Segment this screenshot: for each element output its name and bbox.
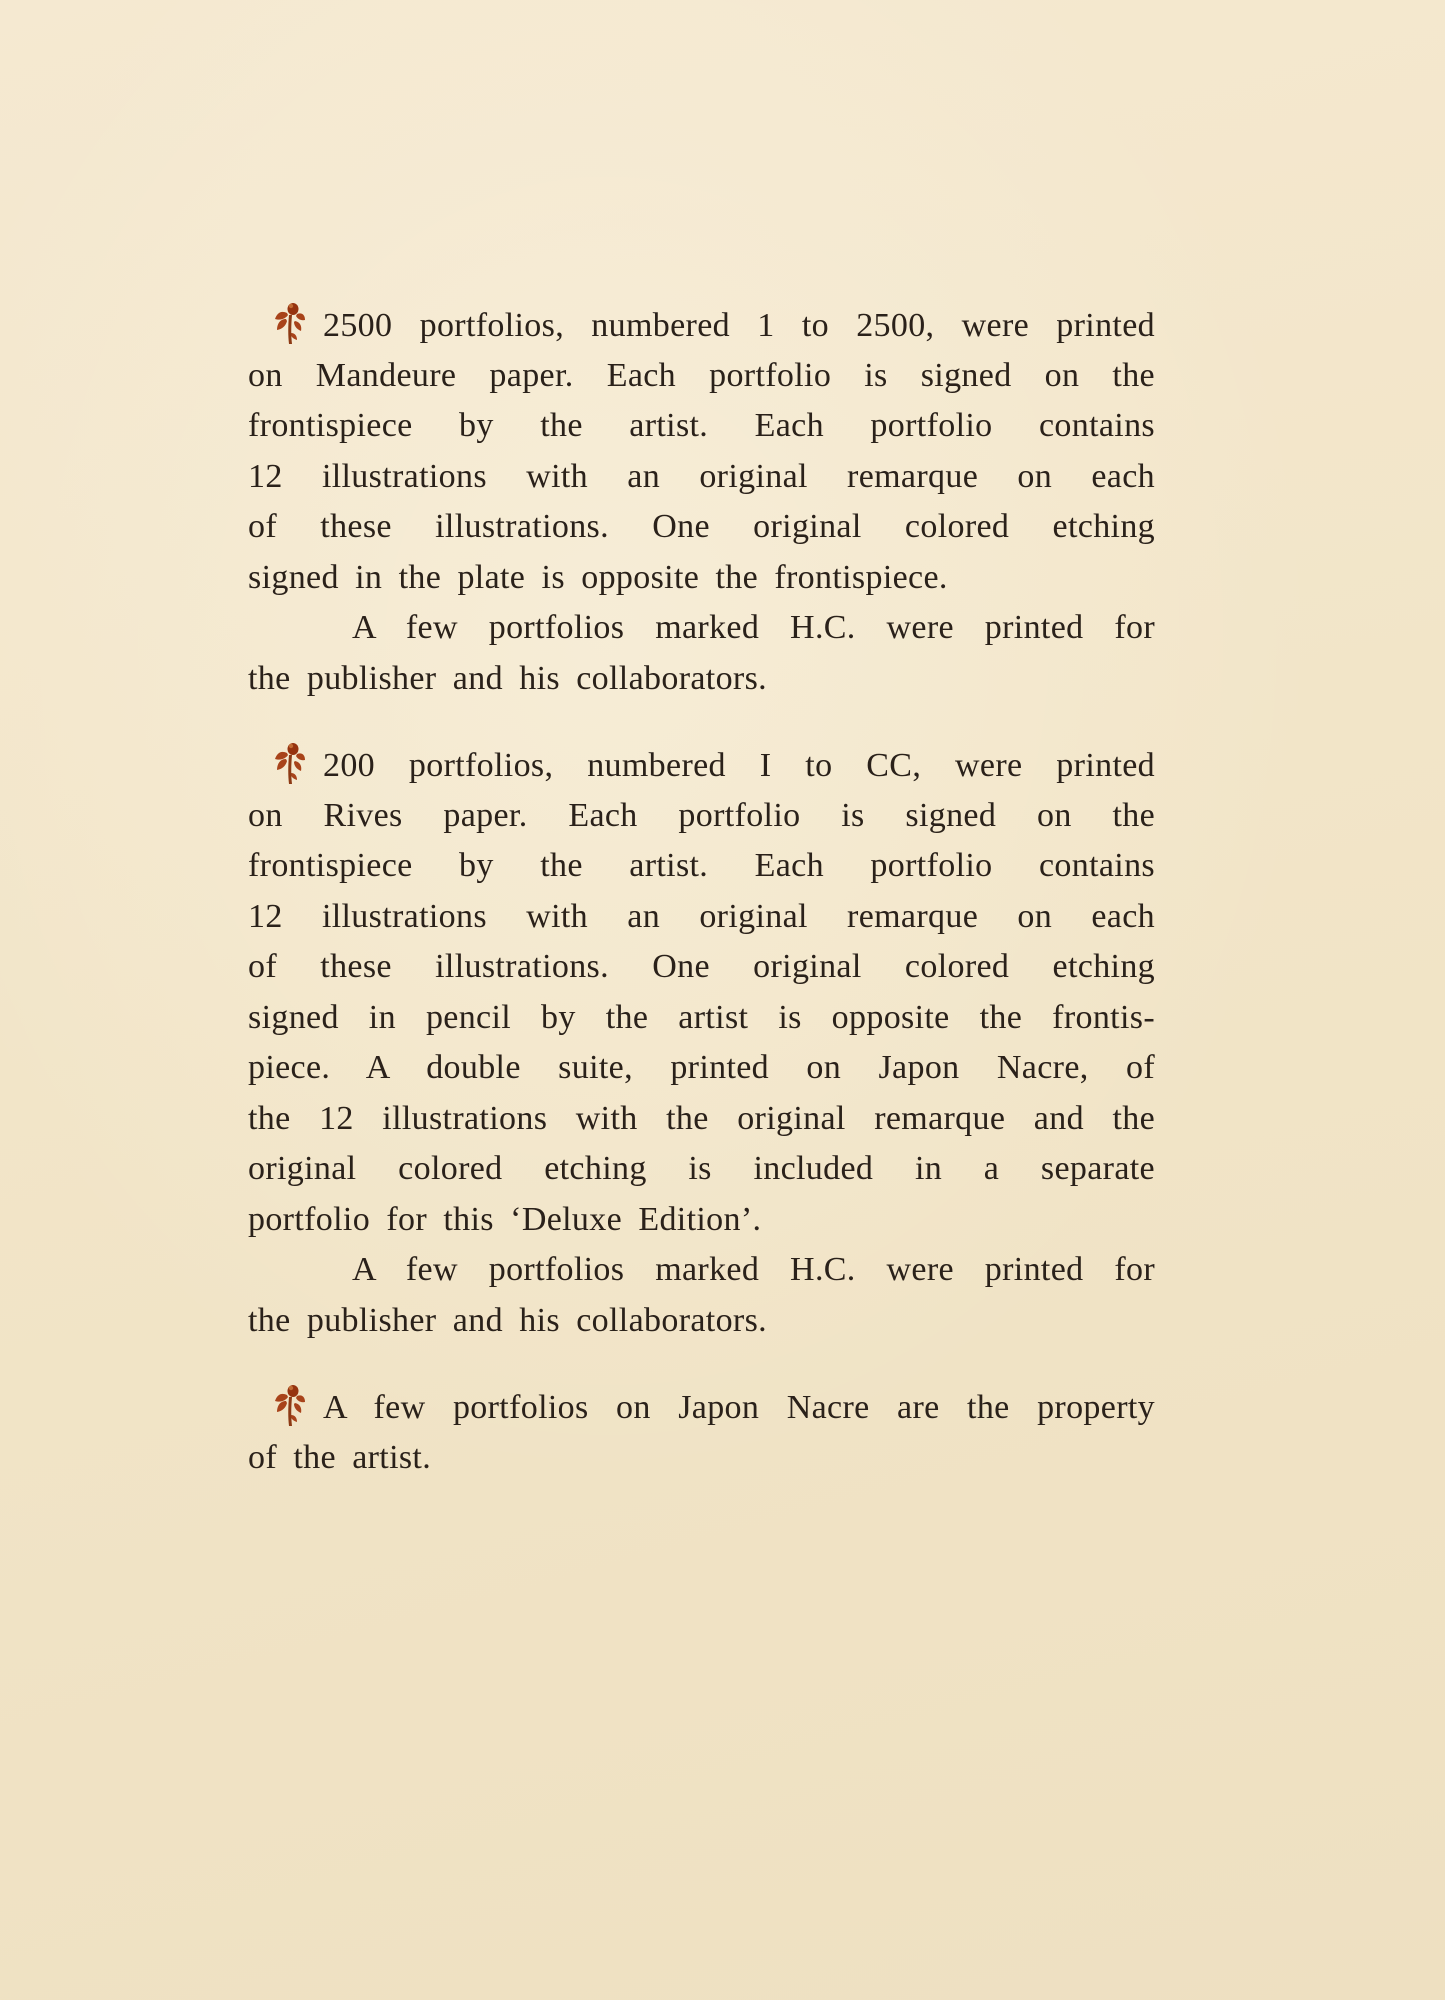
text-line-content: 2500 portfolios, numbered 1 to 2500, were printed bbox=[323, 307, 1155, 344]
paragraph-rives-deluxe-edition bbox=[248, 740, 1155, 1346]
paragraph-mandeure-edition bbox=[248, 300, 1155, 704]
text-line: original colored etching is included in a separate bbox=[248, 1150, 1155, 1187]
text-line: signed in pencil by the artist is opposite the frontis- bbox=[248, 998, 1155, 1036]
text-line: piece. A double suite, printed on Japon Nacre, of bbox=[248, 1049, 1155, 1086]
text-line-content: A few portfolios on Japon Nacre are the property bbox=[323, 1389, 1155, 1426]
text-line: A few portfolios marked H.C. were printed for bbox=[352, 609, 1155, 646]
text-line: the publisher and his collaborators. bbox=[248, 659, 767, 697]
text-line bbox=[248, 1382, 1155, 1433]
text-line: the 12 illustrations with the original remarque and the bbox=[248, 1099, 1155, 1137]
text-line: frontispiece by the artist. Each portfolio contains bbox=[248, 847, 1155, 884]
text-line: on Mandeure paper. Each portfolio is signed on the bbox=[248, 356, 1155, 394]
text-line-content: 200 portfolios, numbered I to CC, were printed bbox=[323, 747, 1155, 784]
text-line: of the artist. bbox=[248, 1438, 432, 1476]
fleuron-icon bbox=[273, 740, 306, 787]
text-line bbox=[248, 300, 1155, 351]
text-line: frontispiece by the artist. Each portfolio contains bbox=[248, 407, 1155, 444]
fleuron-icon bbox=[273, 300, 306, 347]
text-line: on Rives paper. Each portfolio is signed on the bbox=[248, 796, 1155, 834]
text-line: A few portfolios marked H.C. were printed for bbox=[352, 1251, 1155, 1288]
paragraph-artist-copies bbox=[248, 1382, 1155, 1483]
text-line: 12 illustrations with an original remarque on each bbox=[248, 457, 1155, 495]
text-line: signed in the plate is opposite the frontispiece. bbox=[248, 558, 948, 596]
text-line: of these illustrations. One original colored etching bbox=[248, 948, 1155, 985]
text-line: the publisher and his collaborators. bbox=[248, 1301, 767, 1339]
text-line bbox=[248, 740, 1155, 791]
text-line: portfolio for this ‘Deluxe Edition’. bbox=[248, 1200, 762, 1238]
text-line: 12 illustrations with an original remarque on each bbox=[248, 897, 1155, 935]
text-line: of these illustrations. One original colored etching bbox=[248, 508, 1155, 545]
fleuron-icon bbox=[273, 1382, 306, 1429]
